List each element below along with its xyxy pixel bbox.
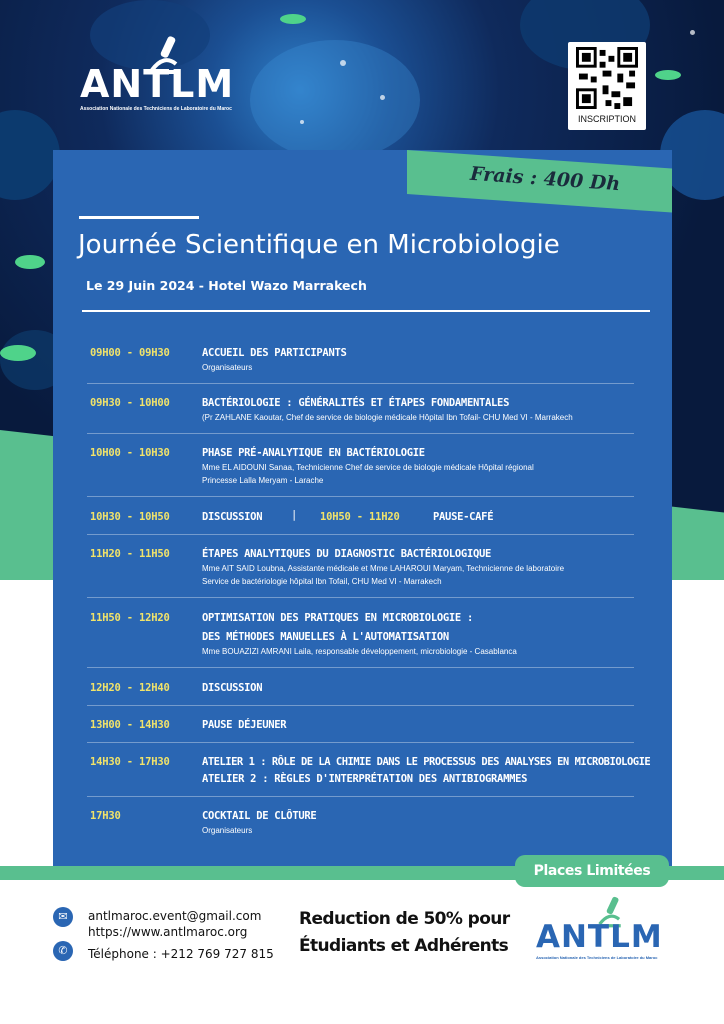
program-speaker: Princesse Lalla Meryam - Larache: [202, 476, 324, 485]
fee-text: Frais : 400 Dh: [469, 162, 621, 196]
promo-line-1: Reduction de 50% pour: [299, 909, 510, 929]
phone-icon: ✆: [53, 941, 73, 961]
program-time: 12H20 - 12H40: [90, 682, 170, 694]
program-topic: PHASE PRÉ-ANALYTIQUE EN BACTÉRIOLOGIE: [202, 447, 425, 459]
program-time: 14H30 - 17H30: [90, 756, 170, 768]
logo-subtitle: Association Nationale des Techniciens de Laboratoire du Maroc: [536, 955, 658, 960]
program-topic: ATELIER 1 : RÔLE DE LA CHIMIE DANS LE PROCESSUS DES ANALYSES EN MICROBIOLOGIE: [202, 756, 651, 768]
program-time: 09H00 - 09H30: [90, 347, 170, 359]
row-divider: [87, 796, 634, 797]
title-rule: [79, 216, 199, 219]
contact-email[interactable]: antlmaroc.event@gmail.com: [88, 909, 262, 923]
antlm-logo: [80, 34, 235, 116]
program-time: 11H50 - 12H20: [90, 612, 170, 624]
program-time: 09H30 - 10H00: [90, 397, 170, 409]
contact-website[interactable]: https://www.antlmaroc.org: [88, 925, 248, 939]
logo-wordmark: ANTLM: [80, 62, 235, 106]
program-time: 10H00 - 10H30: [90, 447, 170, 459]
qr-code-icon: [576, 47, 638, 109]
row-divider: [87, 705, 634, 706]
program-topic: DISCUSSION: [202, 682, 263, 694]
event-title: Journée Scientifique en Microbiologie: [78, 230, 560, 260]
row-divider: [87, 496, 634, 497]
program-topic: DES MÉTHODES MANUELLES À L'AUTOMATISATION: [202, 631, 449, 643]
places-limited-badge: Places Limitées: [515, 855, 669, 887]
program-speaker: Mme EL AIDOUNI Sanaa, Technicienne Chef de service de biologie médicale Hôpital régional: [202, 463, 534, 472]
envelope-icon: ✉: [53, 907, 73, 927]
program-topic: DISCUSSION: [202, 511, 263, 523]
program-speaker: (Pr ZAHLANE Kaoutar, Chef de service de biologie médicale Hôpital Ibn Tofail- CHU Med VI - Marrakech: [202, 413, 573, 422]
program-topic: ACCUEIL DES PARTICIPANTS: [202, 347, 347, 359]
program-time: 10H30 - 10H50: [90, 511, 170, 523]
program-topic: BACTÉRIOLOGIE : GÉNÉRALITÉS ET ÉTAPES FONDAMENTALES: [202, 397, 510, 409]
program-topic: PAUSE DÉJEUNER: [202, 719, 287, 731]
event-subtitle: Le 29 Juin 2024 - Hotel Wazo Marrakech: [86, 278, 367, 293]
row-divider: [87, 742, 634, 743]
row-divider: [87, 597, 634, 598]
row-divider: [87, 383, 634, 384]
program-time: 10H50 - 11H20: [320, 511, 400, 523]
logo-wordmark: ANTLM: [536, 919, 663, 955]
antlm-footer-logo: [536, 895, 666, 961]
contact-phone: Téléphone : +212 769 727 815: [88, 947, 274, 961]
program-time: 17H30: [90, 810, 121, 822]
row-divider: [87, 667, 634, 668]
row-divider: [87, 534, 634, 535]
program-topic: PAUSE-CAFÉ: [433, 511, 494, 523]
program-topic: COCKTAIL DE CLÔTURE: [202, 810, 317, 822]
program-speaker: Service de bactériologie hôpital Ibn Tofail, CHU Med VI - Marrakech: [202, 577, 442, 586]
subtitle-divider: [82, 310, 650, 312]
program-speaker: Organisateurs: [202, 363, 253, 372]
program-speaker: Mme AIT SAID Loubna, Assistante médicale et Mme LAHAROUI Maryam, Technicienne de laboratoire: [202, 564, 565, 573]
program-speaker: Mme BOUAZIZI AMRANI Laila, responsable développement, microbiologie - Casablanca: [202, 647, 517, 656]
program-time: 11H20 - 11H50: [90, 548, 170, 560]
program-separator: |: [291, 509, 298, 521]
registration-qr-code[interactable]: [568, 42, 646, 130]
program-topic: OPTIMISATION DES PRATIQUES EN MICROBIOLOGIE :: [202, 612, 473, 624]
promo-line-2: Étudiants et Adhérents: [299, 936, 509, 956]
program-speaker: Organisateurs: [202, 826, 253, 835]
row-divider: [87, 433, 634, 434]
program-time: 13H00 - 14H30: [90, 719, 170, 731]
qr-label: INSCRIPTION: [577, 114, 636, 124]
program-topic: ATELIER 2 : RÈGLES D'INTERPRÉTATION DES ANTIBIOGRAMMES: [202, 773, 528, 785]
program-topic: ÉTAPES ANALYTIQUES DU DIAGNOSTIC BACTÉRIOLOGIQUE: [202, 548, 492, 560]
logo-subtitle: Association Nationale des Techniciens de Laboratoire du Maroc: [80, 106, 232, 112]
